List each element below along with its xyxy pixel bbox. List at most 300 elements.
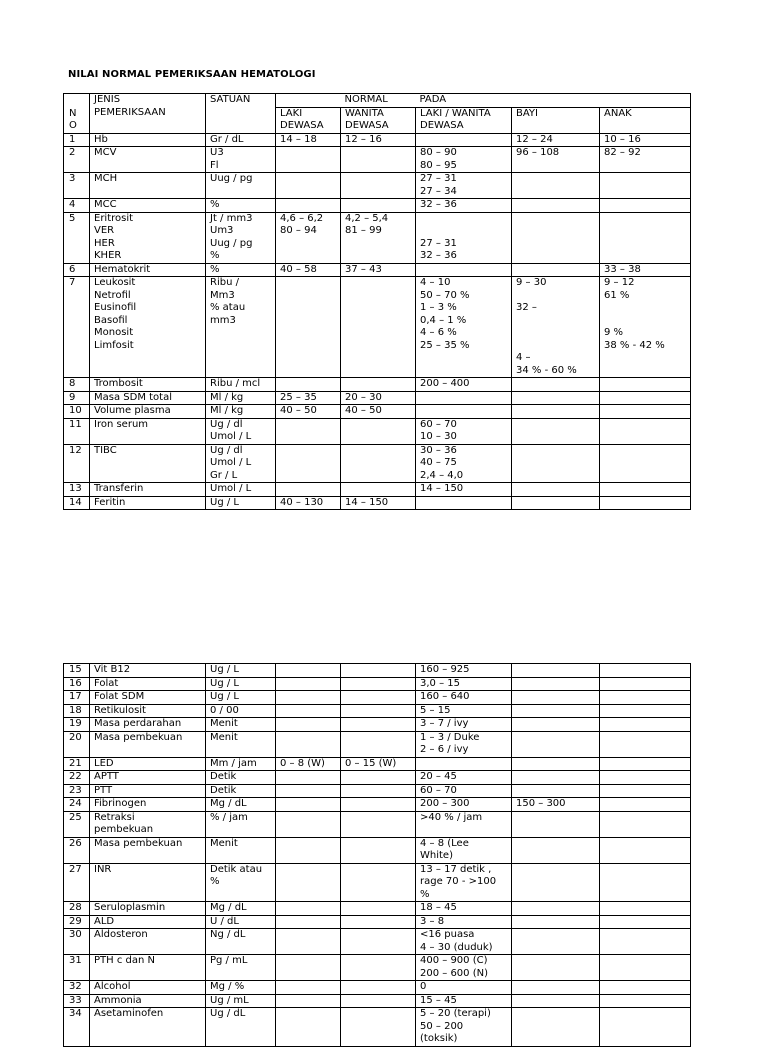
row-number-cell: 30 bbox=[64, 929, 90, 955]
anak-cell bbox=[600, 199, 691, 213]
laki-dewasa-cell bbox=[276, 915, 341, 929]
laki-dewasa-cell bbox=[276, 691, 341, 705]
jenis-pemeriksaan-cell: Feritin bbox=[90, 496, 206, 510]
row-number-cell: 32 bbox=[64, 981, 90, 995]
wanita-dewasa-cell bbox=[341, 378, 416, 392]
wanita-dewasa-cell: 14 – 150 bbox=[341, 496, 416, 510]
anak-cell bbox=[600, 444, 691, 483]
row-number-cell: 1 bbox=[64, 133, 90, 147]
jenis-pemeriksaan-cell: Hematokrit bbox=[90, 263, 206, 277]
bayi-cell bbox=[512, 483, 600, 497]
bayi-cell: 150 – 300 bbox=[512, 798, 600, 812]
wanita-dewasa-cell bbox=[341, 1008, 416, 1047]
bayi-cell bbox=[512, 263, 600, 277]
table-row bbox=[64, 863, 691, 902]
row-number-cell: 23 bbox=[64, 784, 90, 798]
wanita-dewasa-cell: 20 – 30 bbox=[341, 391, 416, 405]
jenis-pemeriksaan-cell: ALD bbox=[90, 915, 206, 929]
jenis-pemeriksaan-cell: Asetaminofen bbox=[90, 1008, 206, 1047]
jenis-pemeriksaan-cell: Trombosit bbox=[90, 378, 206, 392]
laki-wanita-dewasa-cell: 5 – 20 (terapi) 50 – 200 (toksik) bbox=[416, 1008, 512, 1047]
anak-cell bbox=[600, 902, 691, 916]
jenis-pemeriksaan-cell: Leukosit Netrofil Eusinofil Basofil Monosit Limfosit bbox=[90, 277, 206, 378]
satuan-cell: Gr / dL bbox=[206, 133, 276, 147]
header-row-top bbox=[64, 94, 691, 108]
bayi-cell bbox=[512, 704, 600, 718]
header-normal: NORMAL bbox=[341, 94, 416, 108]
wanita-dewasa-cell bbox=[341, 915, 416, 929]
hematology-table-part-1 bbox=[63, 93, 691, 510]
wanita-dewasa-cell: 4,2 – 5,4 81 – 99 bbox=[341, 212, 416, 263]
row-number-cell: 31 bbox=[64, 955, 90, 981]
wanita-dewasa-cell bbox=[341, 418, 416, 444]
satuan-cell: Ml / kg bbox=[206, 405, 276, 419]
table-row bbox=[64, 981, 691, 995]
table-row bbox=[64, 483, 691, 497]
row-number-cell: 3 bbox=[64, 173, 90, 199]
header-jenis: JENIS PEMERIKSAAN bbox=[90, 94, 206, 134]
wanita-dewasa-cell bbox=[341, 798, 416, 812]
jenis-pemeriksaan-cell: Aldosteron bbox=[90, 929, 206, 955]
anak-cell bbox=[600, 731, 691, 757]
anak-cell bbox=[600, 173, 691, 199]
wanita-dewasa-cell bbox=[341, 955, 416, 981]
bayi-cell bbox=[512, 173, 600, 199]
wanita-dewasa-cell bbox=[341, 677, 416, 691]
row-number-cell: 7 bbox=[64, 277, 90, 378]
jenis-pemeriksaan-cell: APTT bbox=[90, 771, 206, 785]
row-number-cell: 14 bbox=[64, 496, 90, 510]
laki-wanita-dewasa-cell: 0 bbox=[416, 981, 512, 995]
jenis-pemeriksaan-cell: Hb bbox=[90, 133, 206, 147]
table-row bbox=[64, 418, 691, 444]
anak-cell bbox=[600, 718, 691, 732]
hematology-table-part-2 bbox=[63, 663, 691, 1047]
laki-dewasa-cell bbox=[276, 929, 341, 955]
wanita-dewasa-cell bbox=[341, 771, 416, 785]
bayi-cell bbox=[512, 212, 600, 263]
laki-wanita-dewasa-cell: 3,0 – 15 bbox=[416, 677, 512, 691]
table-row bbox=[64, 704, 691, 718]
anak-cell bbox=[600, 771, 691, 785]
header-no: N O bbox=[64, 94, 90, 134]
wanita-dewasa-cell bbox=[341, 444, 416, 483]
laki-wanita-dewasa-cell: 4 – 10 50 – 70 % 1 – 3 % 0,4 – 1 % 4 – 6 % 25 – 35 % bbox=[416, 277, 512, 378]
wanita-dewasa-cell bbox=[341, 994, 416, 1008]
laki-dewasa-cell bbox=[276, 994, 341, 1008]
anak-cell bbox=[600, 496, 691, 510]
table-row bbox=[64, 664, 691, 678]
laki-wanita-dewasa-cell: 160 – 925 bbox=[416, 664, 512, 678]
table-row bbox=[64, 915, 691, 929]
laki-wanita-dewasa-cell: 60 – 70 10 – 30 bbox=[416, 418, 512, 444]
laki-dewasa-cell bbox=[276, 811, 341, 837]
laki-dewasa-cell bbox=[276, 664, 341, 678]
wanita-dewasa-cell bbox=[341, 981, 416, 995]
laki-dewasa-cell bbox=[276, 784, 341, 798]
bayi-cell bbox=[512, 902, 600, 916]
table-row bbox=[64, 731, 691, 757]
satuan-cell: Ug / L bbox=[206, 496, 276, 510]
bayi-cell bbox=[512, 718, 600, 732]
header-anak: ANAK bbox=[600, 107, 691, 133]
table-row bbox=[64, 263, 691, 277]
laki-dewasa-cell bbox=[276, 731, 341, 757]
laki-dewasa-cell bbox=[276, 277, 341, 378]
row-number-cell: 22 bbox=[64, 771, 90, 785]
satuan-cell: Mg / % bbox=[206, 981, 276, 995]
satuan-cell: Ug / L bbox=[206, 677, 276, 691]
jenis-pemeriksaan-cell: Volume plasma bbox=[90, 405, 206, 419]
row-number-cell: 27 bbox=[64, 863, 90, 902]
laki-wanita-dewasa-cell bbox=[416, 133, 512, 147]
satuan-cell: Detik bbox=[206, 784, 276, 798]
bayi-cell: 9 – 30 32 – 4 – 34 % - 60 % bbox=[512, 277, 600, 378]
wanita-dewasa-cell bbox=[341, 718, 416, 732]
satuan-cell: Ml / kg bbox=[206, 391, 276, 405]
row-number-cell: 29 bbox=[64, 915, 90, 929]
row-number-cell: 11 bbox=[64, 418, 90, 444]
header-bayi: BAYI bbox=[512, 107, 600, 133]
row-number-cell: 34 bbox=[64, 1008, 90, 1047]
laki-wanita-dewasa-cell: 60 – 70 bbox=[416, 784, 512, 798]
jenis-pemeriksaan-cell: INR bbox=[90, 863, 206, 902]
table-row bbox=[64, 199, 691, 213]
satuan-cell: Ug / dL bbox=[206, 1008, 276, 1047]
wanita-dewasa-cell bbox=[341, 731, 416, 757]
table-row bbox=[64, 757, 691, 771]
laki-dewasa-cell: 40 – 130 bbox=[276, 496, 341, 510]
jenis-pemeriksaan-cell: Alcohol bbox=[90, 981, 206, 995]
bayi-cell bbox=[512, 929, 600, 955]
satuan-cell: U3 Fl bbox=[206, 147, 276, 173]
satuan-cell: Pg / mL bbox=[206, 955, 276, 981]
table-row bbox=[64, 771, 691, 785]
laki-dewasa-cell: 25 – 35 bbox=[276, 391, 341, 405]
row-number-cell: 6 bbox=[64, 263, 90, 277]
laki-wanita-dewasa-cell bbox=[416, 496, 512, 510]
row-number-cell: 5 bbox=[64, 212, 90, 263]
row-number-cell: 8 bbox=[64, 378, 90, 392]
laki-dewasa-cell bbox=[276, 981, 341, 995]
table-row bbox=[64, 955, 691, 981]
anak-cell bbox=[600, 1008, 691, 1047]
laki-wanita-dewasa-cell: 14 – 150 bbox=[416, 483, 512, 497]
jenis-pemeriksaan-cell: MCH bbox=[90, 173, 206, 199]
table-row bbox=[64, 173, 691, 199]
laki-wanita-dewasa-cell: 200 – 400 bbox=[416, 378, 512, 392]
wanita-dewasa-cell: 37 – 43 bbox=[341, 263, 416, 277]
bayi-cell bbox=[512, 418, 600, 444]
anak-cell bbox=[600, 863, 691, 902]
satuan-cell: Menit bbox=[206, 718, 276, 732]
bayi-cell bbox=[512, 405, 600, 419]
laki-wanita-dewasa-cell: 3 – 7 / ivy bbox=[416, 718, 512, 732]
satuan-cell: Jt / mm3 Um3 Uug / pg % bbox=[206, 212, 276, 263]
jenis-pemeriksaan-cell: Transferin bbox=[90, 483, 206, 497]
wanita-dewasa-cell bbox=[341, 837, 416, 863]
jenis-pemeriksaan-cell: Retraksi pembekuan bbox=[90, 811, 206, 837]
bayi-cell bbox=[512, 757, 600, 771]
wanita-dewasa-cell: 40 – 50 bbox=[341, 405, 416, 419]
row-number-cell: 26 bbox=[64, 837, 90, 863]
anak-cell bbox=[600, 418, 691, 444]
row-number-cell: 25 bbox=[64, 811, 90, 837]
satuan-cell: Ug / L bbox=[206, 664, 276, 678]
satuan-cell: Ng / dL bbox=[206, 929, 276, 955]
laki-wanita-dewasa-cell: 80 – 90 80 – 95 bbox=[416, 147, 512, 173]
anak-cell: 9 – 12 61 % 9 % 38 % - 42 % bbox=[600, 277, 691, 378]
satuan-cell: Mg / dL bbox=[206, 902, 276, 916]
anak-cell: 33 – 38 bbox=[600, 263, 691, 277]
anak-cell: 10 – 16 bbox=[600, 133, 691, 147]
laki-dewasa-cell bbox=[276, 173, 341, 199]
laki-dewasa-cell: 40 – 50 bbox=[276, 405, 341, 419]
laki-wanita-dewasa-cell: >40 % / jam bbox=[416, 811, 512, 837]
laki-dewasa-cell bbox=[276, 704, 341, 718]
table-row bbox=[64, 1008, 691, 1047]
laki-wanita-dewasa-cell: 32 – 36 bbox=[416, 199, 512, 213]
row-number-cell: 13 bbox=[64, 483, 90, 497]
table-row bbox=[64, 391, 691, 405]
table-row bbox=[64, 147, 691, 173]
anak-cell bbox=[600, 837, 691, 863]
laki-dewasa-cell bbox=[276, 1008, 341, 1047]
anak-cell bbox=[600, 378, 691, 392]
laki-dewasa-cell bbox=[276, 677, 341, 691]
table-row bbox=[64, 994, 691, 1008]
row-number-cell: 17 bbox=[64, 691, 90, 705]
laki-wanita-dewasa-cell: 3 – 8 bbox=[416, 915, 512, 929]
laki-dewasa-cell bbox=[276, 955, 341, 981]
bayi-cell bbox=[512, 391, 600, 405]
anak-cell bbox=[600, 784, 691, 798]
laki-dewasa-cell bbox=[276, 863, 341, 902]
header-laki: LAKI DEWASA bbox=[276, 107, 341, 133]
laki-wanita-dewasa-cell: 400 – 900 (C) 200 – 600 (N) bbox=[416, 955, 512, 981]
header-pada: PADA bbox=[416, 94, 691, 108]
table-row bbox=[64, 405, 691, 419]
bayi-cell bbox=[512, 771, 600, 785]
jenis-pemeriksaan-cell: Masa perdarahan bbox=[90, 718, 206, 732]
laki-wanita-dewasa-cell: 15 – 45 bbox=[416, 994, 512, 1008]
anak-cell bbox=[600, 704, 691, 718]
wanita-dewasa-cell bbox=[341, 483, 416, 497]
table-row bbox=[64, 811, 691, 837]
laki-dewasa-cell bbox=[276, 718, 341, 732]
jenis-pemeriksaan-cell: Masa SDM total bbox=[90, 391, 206, 405]
row-number-cell: 28 bbox=[64, 902, 90, 916]
table-row bbox=[64, 902, 691, 916]
wanita-dewasa-cell: 0 – 15 (W) bbox=[341, 757, 416, 771]
laki-wanita-dewasa-cell: 5 – 15 bbox=[416, 704, 512, 718]
laki-dewasa-cell: 0 – 8 (W) bbox=[276, 757, 341, 771]
table-row bbox=[64, 718, 691, 732]
bayi-cell bbox=[512, 677, 600, 691]
wanita-dewasa-cell bbox=[341, 664, 416, 678]
satuan-cell: U / dL bbox=[206, 915, 276, 929]
table-row bbox=[64, 496, 691, 510]
bayi-cell bbox=[512, 444, 600, 483]
laki-wanita-dewasa-cell: 200 – 300 bbox=[416, 798, 512, 812]
table-row bbox=[64, 929, 691, 955]
laki-wanita-dewasa-cell: 18 – 45 bbox=[416, 902, 512, 916]
row-number-cell: 24 bbox=[64, 798, 90, 812]
jenis-pemeriksaan-cell: Iron serum bbox=[90, 418, 206, 444]
laki-wanita-dewasa-cell: 1 – 3 / Duke 2 – 6 / ivy bbox=[416, 731, 512, 757]
laki-dewasa-cell bbox=[276, 798, 341, 812]
table-row bbox=[64, 277, 691, 378]
satuan-cell: Ug / dl Umol / L bbox=[206, 418, 276, 444]
header-satuan: SATUAN bbox=[206, 94, 276, 134]
laki-wanita-dewasa-cell bbox=[416, 757, 512, 771]
table-row bbox=[64, 798, 691, 812]
laki-dewasa-cell: 14 – 18 bbox=[276, 133, 341, 147]
bayi-cell bbox=[512, 496, 600, 510]
laki-dewasa-cell bbox=[276, 199, 341, 213]
anak-cell bbox=[600, 212, 691, 263]
jenis-pemeriksaan-cell: TIBC bbox=[90, 444, 206, 483]
wanita-dewasa-cell bbox=[341, 863, 416, 902]
table-row bbox=[64, 444, 691, 483]
jenis-pemeriksaan-cell: Masa pembekuan bbox=[90, 731, 206, 757]
bayi-cell bbox=[512, 915, 600, 929]
satuan-cell: Ug / L bbox=[206, 691, 276, 705]
bayi-cell bbox=[512, 955, 600, 981]
wanita-dewasa-cell bbox=[341, 199, 416, 213]
satuan-cell: Ug / dl Umol / L Gr / L bbox=[206, 444, 276, 483]
bayi-cell bbox=[512, 811, 600, 837]
laki-wanita-dewasa-cell bbox=[416, 263, 512, 277]
row-number-cell: 21 bbox=[64, 757, 90, 771]
jenis-pemeriksaan-cell: Ammonia bbox=[90, 994, 206, 1008]
anak-cell bbox=[600, 664, 691, 678]
laki-wanita-dewasa-cell: 20 – 45 bbox=[416, 771, 512, 785]
header-laki-wanita: LAKI / WANITA DEWASA bbox=[416, 107, 512, 133]
laki-dewasa-cell bbox=[276, 902, 341, 916]
bayi-cell bbox=[512, 691, 600, 705]
laki-wanita-dewasa-cell: 30 – 36 40 – 75 2,4 – 4,0 bbox=[416, 444, 512, 483]
anak-cell bbox=[600, 981, 691, 995]
table-row bbox=[64, 691, 691, 705]
jenis-pemeriksaan-cell: MCC bbox=[90, 199, 206, 213]
wanita-dewasa-cell bbox=[341, 704, 416, 718]
anak-cell: 82 – 92 bbox=[600, 147, 691, 173]
table-row bbox=[64, 133, 691, 147]
bayi-cell bbox=[512, 863, 600, 902]
wanita-dewasa-cell bbox=[341, 173, 416, 199]
jenis-pemeriksaan-cell: Vit B12 bbox=[90, 664, 206, 678]
anak-cell bbox=[600, 677, 691, 691]
row-number-cell: 9 bbox=[64, 391, 90, 405]
satuan-cell: Ug / mL bbox=[206, 994, 276, 1008]
satuan-cell: % / jam bbox=[206, 811, 276, 837]
bayi-cell bbox=[512, 664, 600, 678]
table-row bbox=[64, 837, 691, 863]
bayi-cell bbox=[512, 981, 600, 995]
satuan-cell: Umol / L bbox=[206, 483, 276, 497]
anak-cell bbox=[600, 811, 691, 837]
bayi-cell bbox=[512, 378, 600, 392]
jenis-pemeriksaan-cell: Retikulosit bbox=[90, 704, 206, 718]
laki-wanita-dewasa-cell: 27 – 31 32 – 36 bbox=[416, 212, 512, 263]
table-row bbox=[64, 378, 691, 392]
wanita-dewasa-cell bbox=[341, 691, 416, 705]
satuan-cell: Menit bbox=[206, 731, 276, 757]
satuan-cell: Uug / pg bbox=[206, 173, 276, 199]
table-row bbox=[64, 677, 691, 691]
bayi-cell bbox=[512, 199, 600, 213]
row-number-cell: 19 bbox=[64, 718, 90, 732]
jenis-pemeriksaan-cell: MCV bbox=[90, 147, 206, 173]
row-number-cell: 18 bbox=[64, 704, 90, 718]
jenis-pemeriksaan-cell: Folat SDM bbox=[90, 691, 206, 705]
wanita-dewasa-cell bbox=[341, 929, 416, 955]
satuan-cell: Ribu / mcl bbox=[206, 378, 276, 392]
row-number-cell: 12 bbox=[64, 444, 90, 483]
anak-cell bbox=[600, 391, 691, 405]
bayi-cell bbox=[512, 1008, 600, 1047]
jenis-pemeriksaan-cell: Fibrinogen bbox=[90, 798, 206, 812]
jenis-pemeriksaan-cell: Seruloplasmin bbox=[90, 902, 206, 916]
satuan-cell: Mm / jam bbox=[206, 757, 276, 771]
wanita-dewasa-cell bbox=[341, 811, 416, 837]
anak-cell bbox=[600, 405, 691, 419]
satuan-cell: 0 / 00 bbox=[206, 704, 276, 718]
bayi-cell: 96 – 108 bbox=[512, 147, 600, 173]
satuan-cell: % bbox=[206, 263, 276, 277]
wanita-dewasa-cell bbox=[341, 277, 416, 378]
jenis-pemeriksaan-cell: Masa pembekuan bbox=[90, 837, 206, 863]
row-number-cell: 4 bbox=[64, 199, 90, 213]
laki-dewasa-cell bbox=[276, 837, 341, 863]
laki-wanita-dewasa-cell: 13 – 17 detik , rage 70 - >100 % bbox=[416, 863, 512, 902]
laki-dewasa-cell bbox=[276, 483, 341, 497]
row-number-cell: 20 bbox=[64, 731, 90, 757]
anak-cell bbox=[600, 757, 691, 771]
satuan-cell: Detik atau % bbox=[206, 863, 276, 902]
bayi-cell: 12 – 24 bbox=[512, 133, 600, 147]
table-row bbox=[64, 212, 691, 263]
satuan-cell: % bbox=[206, 199, 276, 213]
satuan-cell: Ribu / Mm3 % atau mm3 bbox=[206, 277, 276, 378]
bayi-cell bbox=[512, 837, 600, 863]
row-number-cell: 10 bbox=[64, 405, 90, 419]
laki-dewasa-cell: 40 – 58 bbox=[276, 263, 341, 277]
wanita-dewasa-cell bbox=[341, 784, 416, 798]
page-title: NILAI NORMAL PEMERIKSAAN HEMATOLOGI bbox=[68, 69, 316, 80]
bayi-cell bbox=[512, 731, 600, 757]
satuan-cell: Detik bbox=[206, 771, 276, 785]
bayi-cell bbox=[512, 784, 600, 798]
laki-dewasa-cell bbox=[276, 771, 341, 785]
jenis-pemeriksaan-cell: PTT bbox=[90, 784, 206, 798]
row-number-cell: 15 bbox=[64, 664, 90, 678]
row-number-cell: 2 bbox=[64, 147, 90, 173]
jenis-pemeriksaan-cell: Eritrosit VER HER KHER bbox=[90, 212, 206, 263]
laki-wanita-dewasa-cell bbox=[416, 405, 512, 419]
row-number-cell: 33 bbox=[64, 994, 90, 1008]
laki-wanita-dewasa-cell bbox=[416, 391, 512, 405]
laki-dewasa-cell: 4,6 – 6,2 80 – 94 bbox=[276, 212, 341, 263]
jenis-pemeriksaan-cell: Folat bbox=[90, 677, 206, 691]
laki-dewasa-cell bbox=[276, 378, 341, 392]
laki-dewasa-cell bbox=[276, 444, 341, 483]
anak-cell bbox=[600, 994, 691, 1008]
satuan-cell: Menit bbox=[206, 837, 276, 863]
wanita-dewasa-cell: 12 – 16 bbox=[341, 133, 416, 147]
anak-cell bbox=[600, 691, 691, 705]
